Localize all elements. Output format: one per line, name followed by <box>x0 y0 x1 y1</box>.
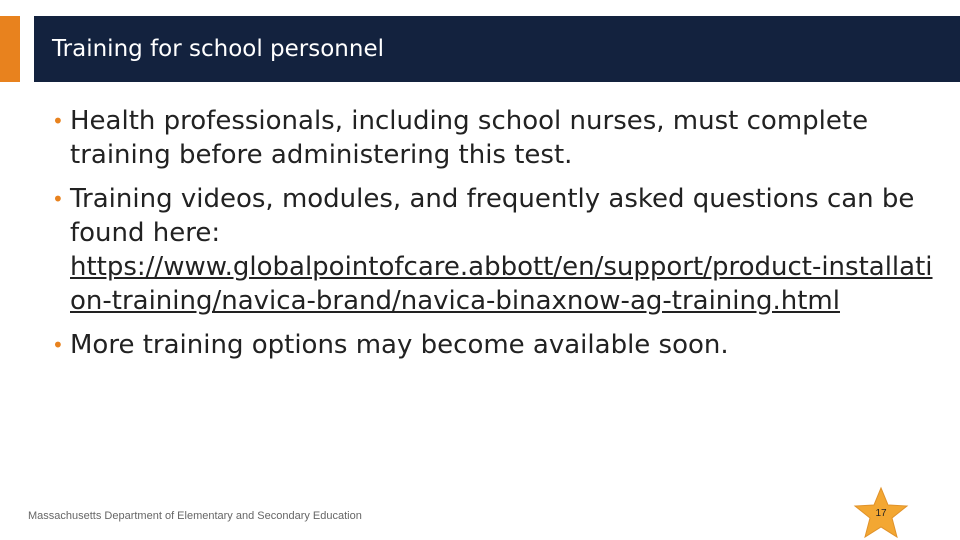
footer-text: Massachusetts Department of Elementary and Secondary Education <box>28 510 362 522</box>
title-accent-bar <box>0 16 20 82</box>
bullet-text: Health professionals, including school nurses, must complete training before administering this test. <box>70 106 869 170</box>
bullet-list <box>52 104 942 372</box>
bullet-dot-icon: • <box>52 187 64 211</box>
training-link[interactable]: https://www.globalpointofcare.abbott/en/support/product-installation-training/navica-brand/navica-binaxnow-ag-training.html <box>70 252 933 316</box>
bullet-item <box>52 328 942 362</box>
bullet-item <box>52 104 942 172</box>
bullet-dot-icon: • <box>52 109 64 133</box>
slide-title: Training for school personnel <box>52 36 385 62</box>
bullet-text: More training options may become available soon. <box>70 330 729 360</box>
bullet-text: Training videos, modules, and frequently asked questions can be found here: <box>70 184 915 248</box>
page-number: 17 <box>875 508 887 519</box>
title-bar <box>34 16 960 82</box>
bullet-dot-icon: • <box>52 333 64 357</box>
bullet-item <box>52 182 942 318</box>
page-number-badge <box>852 486 910 540</box>
